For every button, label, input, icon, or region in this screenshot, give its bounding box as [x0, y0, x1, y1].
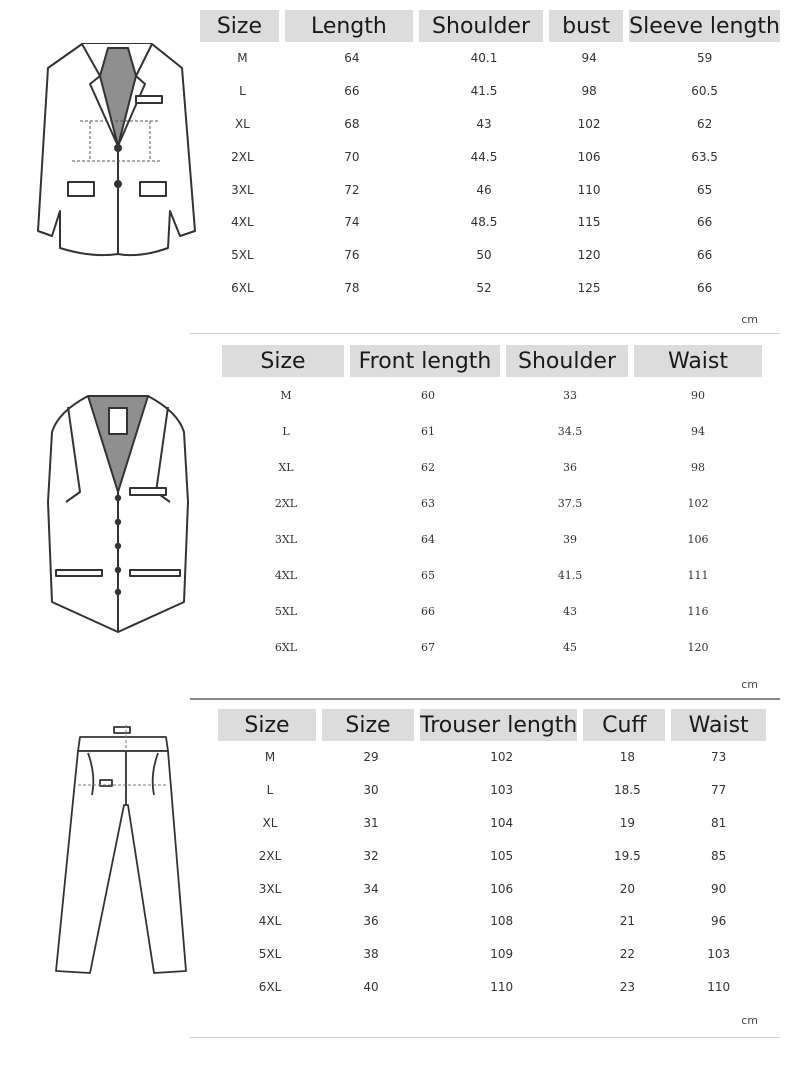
table-cell: 18.5 — [613, 783, 641, 798]
table-cell: 48.5 — [470, 215, 498, 230]
column-header: Size — [222, 345, 350, 377]
table-cell: 63.5 — [691, 149, 718, 164]
table-cell: 2XL — [231, 149, 254, 164]
table-cell: 106 — [490, 881, 514, 896]
table-row — [200, 42, 780, 75]
table-cell: 125 — [577, 280, 601, 295]
table-row — [200, 108, 780, 141]
table-cell: 34.5 — [557, 424, 583, 438]
table-cell: 64 — [344, 51, 360, 66]
table-cell: 104 — [490, 815, 514, 830]
table-cell: 20 — [619, 881, 635, 896]
table-cell: 106 — [577, 149, 601, 164]
table-row — [218, 741, 766, 774]
table-cell: M — [237, 51, 248, 66]
table-cell: 52 — [476, 280, 492, 295]
table-cell: 66 — [344, 84, 360, 99]
table-row — [200, 75, 780, 108]
jacket-table-body — [200, 42, 780, 304]
table-cell: M — [280, 388, 292, 402]
vest-section — [0, 340, 800, 700]
table-cell: 96 — [711, 914, 727, 929]
table-cell: 76 — [344, 248, 360, 263]
table-cell: 41.5 — [470, 84, 498, 99]
table-cell: 19 — [619, 815, 635, 830]
table-cell: 66 — [696, 248, 713, 263]
table-cell: 120 — [577, 248, 601, 263]
table-cell: 44.5 — [470, 149, 498, 164]
column-header: Sleeve length — [629, 10, 780, 42]
table-cell: 4XL — [258, 914, 282, 929]
table-cell: 40.1 — [470, 51, 498, 66]
table-cell: 103 — [707, 947, 731, 962]
jacket-size-table — [200, 10, 780, 304]
table-row — [218, 905, 766, 938]
table-cell: 111 — [687, 568, 709, 582]
vest-size-table — [222, 345, 762, 665]
table-cell: 3XL — [258, 881, 282, 896]
table-row — [200, 272, 780, 305]
table-cell: 98 — [581, 84, 597, 99]
table-cell: 66 — [696, 215, 713, 230]
table-cell: 66 — [696, 280, 713, 295]
table-cell: L — [239, 84, 246, 99]
table-row — [218, 971, 766, 1004]
table-cell: 94 — [581, 51, 597, 66]
table-row — [200, 173, 780, 206]
table-cell: 3XL — [274, 532, 298, 546]
table-cell: 31 — [363, 815, 379, 830]
table-cell: 61 — [421, 424, 435, 438]
table-cell: 5XL — [258, 947, 282, 962]
table-cell: 22 — [619, 947, 635, 962]
column-header: bust — [549, 10, 629, 42]
table-cell: 103 — [490, 783, 514, 798]
table-cell: 81 — [711, 815, 727, 830]
column-header: Size — [322, 709, 420, 741]
table-cell: 62 — [696, 116, 713, 131]
table-cell: 18 — [619, 750, 635, 765]
trousers-size-table — [218, 709, 766, 1003]
table-cell: 109 — [490, 947, 514, 962]
table-cell: 73 — [711, 750, 727, 765]
jacket-section — [0, 0, 800, 335]
table-cell: 50 — [476, 248, 492, 263]
table-cell: 45 — [563, 640, 577, 654]
table-cell: L — [266, 783, 274, 798]
table-cell: 65 — [421, 568, 435, 582]
table-header-row — [200, 10, 780, 42]
table-cell: XL — [262, 815, 278, 830]
table-cell: 110 — [490, 979, 514, 994]
table-cell: 36 — [363, 914, 379, 929]
table-cell: 106 — [687, 532, 709, 546]
table-row — [222, 521, 762, 557]
table-row — [218, 774, 766, 807]
table-cell: 21 — [619, 914, 635, 929]
table-cell: 90 — [691, 388, 705, 402]
table-cell: 41.5 — [557, 568, 583, 582]
table-cell: 6XL — [231, 280, 254, 295]
column-header: Waist — [671, 709, 766, 741]
section-divider — [190, 333, 780, 334]
table-cell: 36 — [563, 460, 577, 474]
table-cell: 85 — [711, 848, 727, 863]
column-header: Size — [218, 709, 322, 741]
table-cell: 6XL — [274, 640, 298, 654]
table-cell: 64 — [421, 532, 435, 546]
table-cell: 5XL — [274, 604, 298, 618]
column-header: Cuff — [583, 709, 671, 741]
table-row — [222, 557, 762, 593]
table-row — [200, 239, 780, 272]
table-cell: 37.5 — [557, 496, 583, 510]
table-cell: L — [282, 424, 290, 438]
table-header-row — [222, 345, 762, 377]
table-cell: 102 — [490, 750, 514, 765]
table-cell: 72 — [344, 182, 360, 197]
vest-table-body — [222, 377, 762, 665]
table-row — [218, 839, 766, 872]
table-cell: 59 — [696, 51, 713, 66]
column-header: Shoulder — [506, 345, 634, 377]
table-row — [222, 629, 762, 665]
table-cell: 43 — [476, 116, 492, 131]
table-row — [218, 872, 766, 905]
table-row — [222, 449, 762, 485]
table-row — [200, 206, 780, 239]
column-header: Trouser length — [420, 709, 583, 741]
table-cell: 108 — [490, 914, 514, 929]
table-cell: 78 — [344, 280, 360, 295]
table-cell: 4XL — [231, 215, 254, 230]
table-cell: 2XL — [274, 496, 298, 510]
column-header: Waist — [634, 345, 762, 377]
column-header: Length — [285, 10, 419, 42]
table-cell: 63 — [421, 496, 435, 510]
table-cell: M — [264, 750, 276, 765]
table-cell: 19.5 — [613, 848, 641, 863]
unit-label: cm — [741, 313, 758, 326]
table-cell: 102 — [687, 496, 709, 510]
table-cell: 74 — [344, 215, 360, 230]
table-cell: XL — [278, 460, 294, 474]
table-cell: 77 — [711, 783, 727, 798]
column-header: Shoulder — [419, 10, 549, 42]
section-divider — [190, 698, 780, 700]
column-header: Front length — [350, 345, 506, 377]
table-cell: 34 — [363, 881, 379, 896]
table-cell: 110 — [707, 979, 731, 994]
table-cell: 33 — [563, 388, 577, 402]
table-cell: 6XL — [258, 979, 282, 994]
table-cell: 32 — [363, 848, 379, 863]
vest-illustration — [38, 392, 198, 637]
table-cell: 66 — [421, 604, 435, 618]
table-row — [222, 485, 762, 521]
table-cell: 65 — [696, 182, 713, 197]
table-cell: 120 — [687, 640, 709, 654]
table-cell: 3XL — [231, 182, 254, 197]
table-cell: 94 — [691, 424, 705, 438]
trousers-section — [0, 705, 800, 1091]
table-cell: 43 — [563, 604, 577, 618]
jacket-illustration — [30, 36, 205, 266]
table-row — [222, 413, 762, 449]
table-cell: 62 — [421, 460, 435, 474]
table-header-row — [218, 709, 766, 741]
trousers-illustration — [48, 725, 198, 1055]
table-cell: 60 — [421, 388, 435, 402]
table-cell: 116 — [687, 604, 709, 618]
table-cell: 39 — [563, 532, 577, 546]
table-cell: 68 — [344, 116, 360, 131]
table-cell: 29 — [363, 750, 379, 765]
table-cell: 110 — [577, 182, 601, 197]
table-cell: 105 — [490, 848, 514, 863]
table-cell: 90 — [711, 881, 727, 896]
table-row — [200, 140, 780, 173]
unit-label: cm — [741, 1014, 758, 1027]
table-cell: 70 — [344, 149, 360, 164]
table-row — [218, 807, 766, 840]
table-cell: 46 — [476, 182, 492, 197]
column-header: Size — [200, 10, 285, 42]
table-cell: 38 — [363, 947, 379, 962]
table-cell: 115 — [577, 215, 601, 230]
section-divider — [190, 1037, 780, 1038]
table-cell: 5XL — [231, 248, 254, 263]
table-cell: 102 — [577, 116, 601, 131]
trousers-table-body — [218, 741, 766, 1003]
table-cell: 98 — [691, 460, 705, 474]
table-cell: 60.5 — [691, 84, 718, 99]
table-cell: XL — [234, 116, 250, 131]
table-cell: 23 — [619, 979, 635, 994]
table-cell: 40 — [363, 979, 379, 994]
table-row — [218, 938, 766, 971]
table-cell: 2XL — [258, 848, 282, 863]
table-row — [222, 593, 762, 629]
table-cell: 4XL — [274, 568, 298, 582]
table-row — [222, 377, 762, 413]
unit-label: cm — [741, 678, 758, 691]
table-cell: 67 — [421, 640, 435, 654]
table-cell: 30 — [363, 783, 379, 798]
